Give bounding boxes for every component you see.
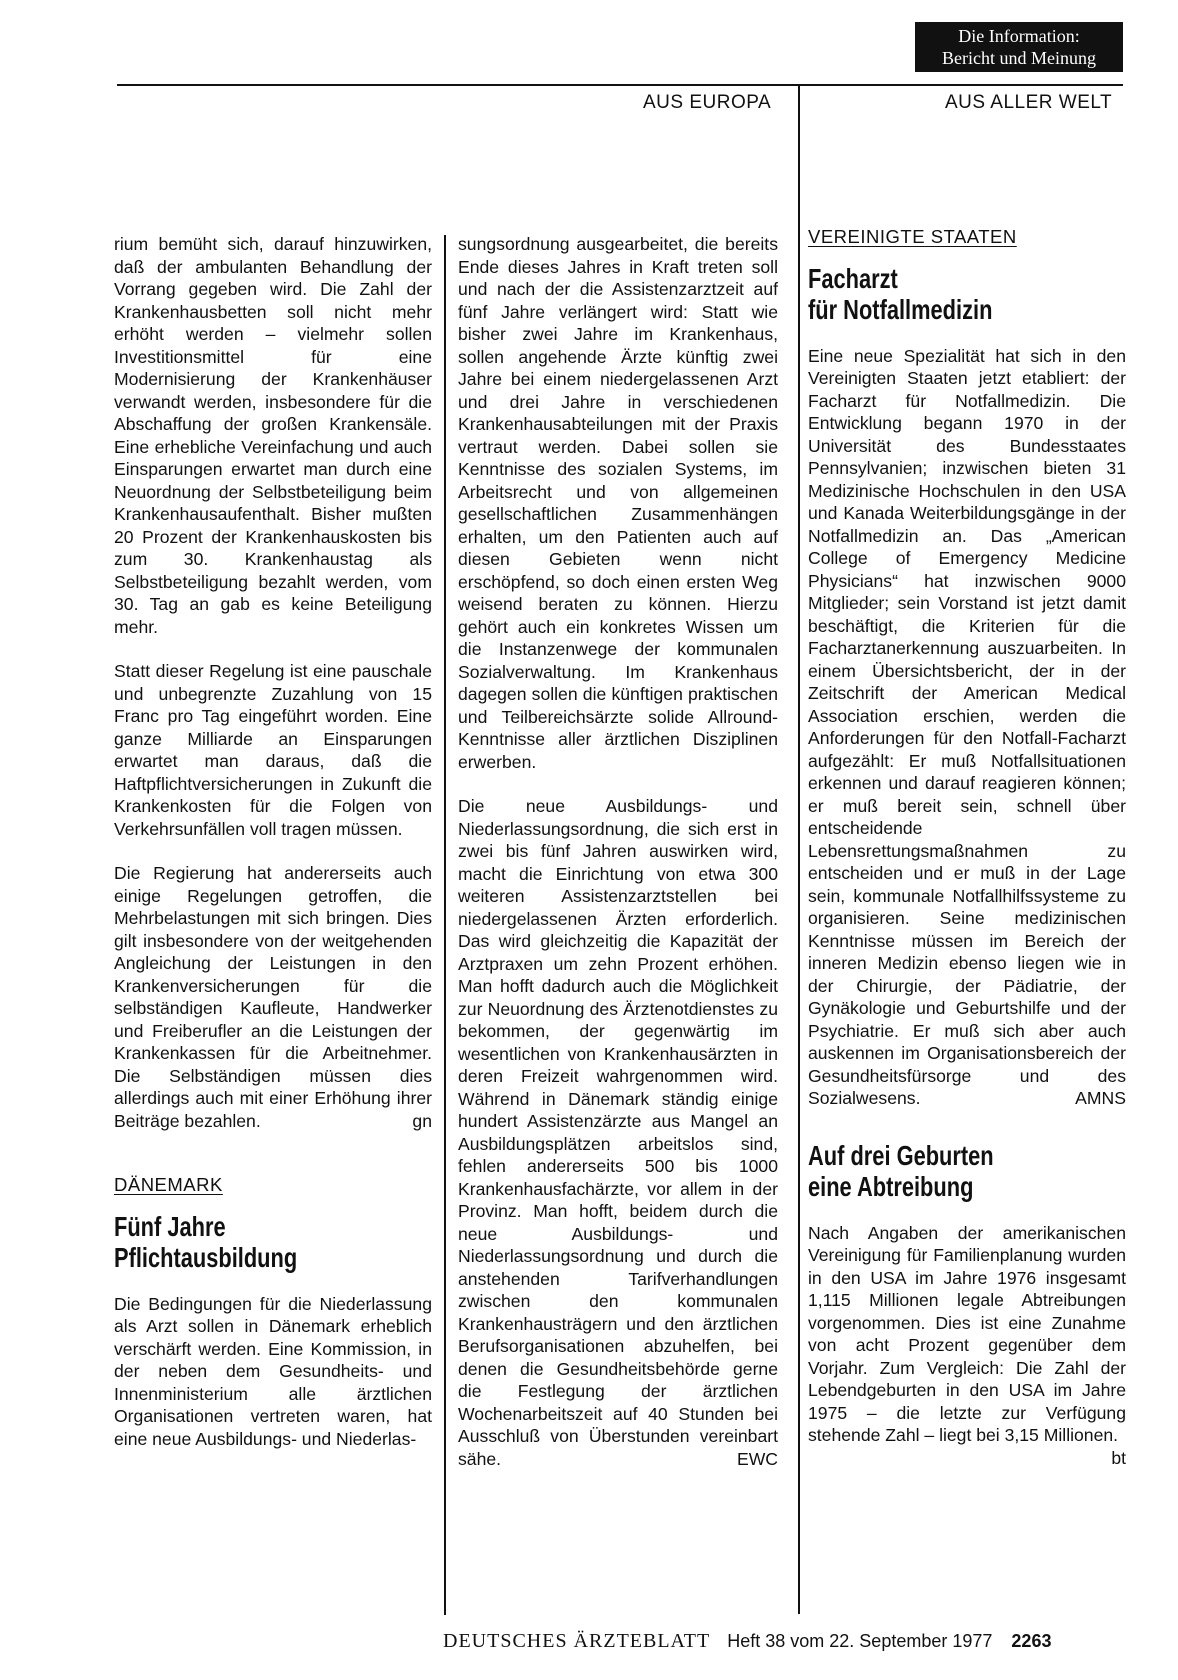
column-1 (114, 233, 432, 1472)
paragraph-text: Die neue Ausbildungs- und Niederlassungsordnung, die sich erst in zwei bis fünf Jahren auswirken wird, macht die Einrichtung von etwa 300 weiteren Assistenzarztstellen bei niedergelassenen Ärzten erforderlich. Das wird gleichzeitig die Kapazität der Arztpraxen um zehn Prozent erhöhen. Man hofft dadurch auch die Möglichkeit zur Neuordnung des Ärztenotdienstes zu bekommen, der gegenwärtig im wesentlichen von Krankenhausärzten in deren Freizeit wahrgenommen wird. Während in Dänemark ständig einige hundert Assistenzärzte aus Mangel an Ausbildungsplätzen arbeitslos sind, fehlen andererseits 500 bis 1000 Krankenhausfachärzte, vor allem in der Provinz. Man hofft, beidem durch die neue Ausbildungs- und Niederlassungsordnung und durch die anstehenden Tarifverhandlungen zwischen den kommunalen Krankenhausträgern und den ärztlichen Berufsorganisationen abzuhelfen, bei denen die Gesundheitsbehörde gerne die Festlegung der ärztlichen Wochenarbeitszeit auf 40 Stunden bei Ausschluß von Überstunden vereinbart sähe. (458, 796, 778, 1469)
author-signature: gn (412, 1110, 432, 1131)
page-number: 2263 (1011, 1631, 1052, 1651)
paragraph (114, 862, 432, 1132)
badge-line-2: Bericht und Meinung (942, 48, 1096, 68)
headline-line: Pflichtausbildung (114, 1241, 298, 1273)
department-badge (915, 22, 1123, 72)
article-headline (808, 263, 1125, 325)
header-rule (117, 84, 1123, 86)
country-kicker: DÄNEMARK (114, 1174, 223, 1195)
headline-line: für Notfallmedizin (808, 293, 993, 325)
author-signature: EWC (736, 1448, 778, 1469)
author-signature: AMNS (1075, 1088, 1126, 1108)
paragraph: Die Bedingungen für die Niederlassung als Arzt sollen in Dänemark erheblich verschärft werden. Eine Kommission, in der neben dem Gesundheits- und Innenministerium alle ärztlichen Organisationen vertreten waren, hat eine neue Ausbildungs- und Niederlas- (114, 1293, 432, 1449)
paragraph: sungsordnung ausgearbeitet, die bereits Ende dieses Jahres in Kraft treten soll und nach der die Assistenzarztzeit auf fünf Jahre verlängert wird: Statt wie bisher zwei Jahre im Krankenhaus, sollen angehende Ärzte künftig zwei Jahre bei einem niedergelassenen Arzt und drei Jahre in verschiedenen Krankenhausabteilungen mit der Praxis vertraut werden. Dabei sollen sie Kenntnisse des sozialen Systems, im Arbeitsrecht und von allgemeinen gesellschaftlichen Zusammenhängen erhalten, um den Patienten auch auf diesen Gebieten wenn nicht erschöpfend, so doch einen ersten Weg weisend beraten zu können. Hierzu gehört auch ein konkretes Wissen um die Instanzenwege der kommunalen Sozialverwaltung. Im Krankenhaus dagegen sollen die künftigen praktischen und Teilbereichsärzte solide Allround-Kenntnisse aller ärztlichen Disziplinen erwerben. (458, 234, 778, 772)
column-divider-left (444, 235, 446, 1615)
column-2 (458, 233, 778, 1492)
article-headline (808, 1140, 1125, 1202)
headline-line: eine Abtreibung (808, 1170, 974, 1202)
paragraph (458, 795, 778, 1470)
badge-line-1: Die Information: (958, 26, 1080, 46)
paragraph: Statt dieser Regelung ist eine pauschale und unbegrenzte Zuzahlung von 15 Franc pro Tag eingeführt worden. Eine ganze Milliarde an Einsparungen erwartet man daraus, daß die Haftpflichtversicherungen in Zukunft die Krankenkosten für die Folgen von Verkehrsunfällen voll tragen müssen. (114, 661, 432, 839)
headline-line: Facharzt (808, 262, 898, 294)
paragraph (808, 1222, 1126, 1468)
section-label-europa: AUS EUROPA (643, 92, 772, 113)
column-3 (808, 226, 1126, 1469)
author-signature: bt (1111, 1447, 1126, 1468)
headline-line: Auf drei Geburten (808, 1139, 994, 1171)
paragraph-text: Eine neue Spezialität hat sich in den Vereinigten Staaten jetzt etabliert: der Facharzt für Notfallmedizin. Die Entwicklung begann 1970 in der Universität des Bundesstaates Pennsylvanien; inzwischen bieten 31 Medizinische Hochschulen in den USA und Kanada Weiterbildungsgänge in der Notfallmedizin an. Das „American College of Emergency Medicine Physicians“ hat inzwischen 9000 Mitglieder; sein Vorstand ist jetzt damit beschäftigt, die Kriterien für die Facharztanerkennung auszuarbeiten. In einem Übersichtsbericht, der in der Zeitschrift der American Medical Association erschien, werden die Anforderungen für den Notfall-Facharzt aufgezählt: Er muß Notfallsituationen erkennen und darauf reagieren können; er muß bereit sein, schnell über entscheidende Lebensrettungsmaßnahmen zu entscheiden und er muß in der Lage sein, kommunale Notfallhilfssysteme zu organisieren. Seine medizinischen Kenntnisse müssen im Bereich der inneren Medizin ebenso liegen wie in der Chirurgie, der Pädiatrie, der Gynäkologie und Geburtshilfe und der Psychiatrie. Er muß sich aber auch auskennen im Organisationsbereich der Gesundheitsfürsorge und des Sozialwesens. (808, 345, 1126, 1108)
paragraph (808, 345, 1126, 1110)
paragraph-text: Die Regierung hat andererseits auch einige Regelungen getroffen, die Mehrbelastungen mit sich bringen. Dies gilt insbesondere von der weitgehenden Angleichung der Leistungen in den Krankenversicherungen für die selbständigen Kaufleute, Handwerker und Freiberufler an die Leistungen der Krankenkassen für die Arbeitnehmer. Die Selbständigen müssen dies allerdings auch mit einer Erhöhung ihrer Beiträge bezahlen. (114, 863, 432, 1131)
country-kicker: VEREINIGTE STAATEN (808, 226, 1017, 247)
article-headline (114, 1211, 431, 1273)
publication-name: DEUTSCHES ÄRZTEBLATT (443, 1630, 711, 1652)
headline-line: Fünf Jahre (114, 1210, 226, 1242)
page-footer (443, 1630, 1051, 1653)
paragraph: rium bemüht sich, darauf hinzuwirken, daß der ambulanten Behandlung der Vorrang gegeben wird. Die Zahl der Krankenhausbetten soll nicht mehr erhöht werden – vielmehr sollen Investitionsmittel für eine Modernisierung der Krankenhäuser verwandt werden, insbesondere für die Abschaffung der großen Krankensäle. Eine erhebliche Vereinfachung und auch Einsparungen erwartet man durch eine Neuordnung der Selbstbeteiligung beim Krankenhausaufenthalt. Bisher mußten 20 Prozent der Krankenhauskosten bis zum 30. Krankenhaustag als Selbstbeteiligung bezahlt werden, vom 30. Tag an gab es keine Beteiligung mehr. (114, 234, 432, 637)
paragraph-text: Nach Angaben der amerikanischen Vereinigung für Familienplanung wurden in den USA im Jahre 1976 insgesamt 1,115 Millionen legale Abtreibungen vorgenommen. Dies ist eine Zunahme von acht Prozent gegenüber dem Vorjahr. Zum Vergleich: Die Zahl der Lebendgeburten in den USA im Jahre 1975 – die letzte zur Verfügung stehende Zahl – liegt bei 3,15 Millionen. (808, 1222, 1126, 1445)
section-label-welt: AUS ALLER WELT (945, 92, 1113, 113)
issue-info: Heft 38 vom 22. September 1977 (727, 1631, 993, 1651)
column-divider-right (798, 86, 800, 1614)
